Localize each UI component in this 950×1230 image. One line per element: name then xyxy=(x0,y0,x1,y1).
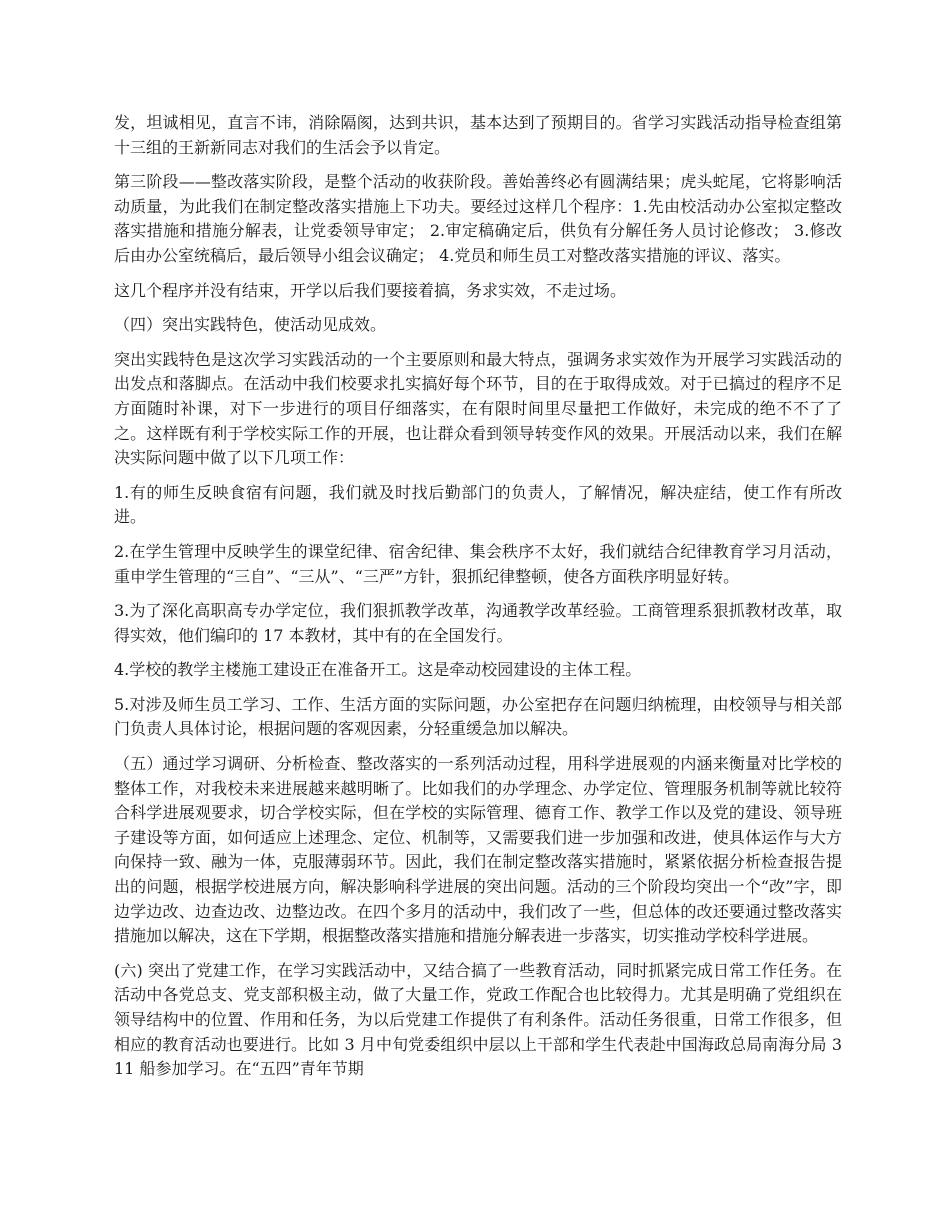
paragraph: （五）通过学习调研、分析检查、整改落实的一系列活动过程，用科学进展观的内涵来衡量对比学校的整体工作，对我校未来进展越来越明晰了。比如我们的办学理念、办学定位、管理服务机制等就比较符合科学进展观要求，切合学校实际，但在学校的实际管理、德育工作、教学工作以及党的建设、领导班子建设等方面，如何适应上述理念、定位、机制等，又需要我们进一步加强和改进，使具体运作与大方向保持一致、融为一体，克服薄弱环节。因此，我们在制定整改落实措施时，紧紧依据分析检查报告提出的问题，根据学校进展方向，解决影响科学进展的突出问题。活动的三个阶段均突出一个“改”字，即边学边改、边查边改、边整边改。在四个多月的活动中，我们改了一些，但总体的改还要通过整改落实措施加以解决，这在下学期，根据整改落实措施和措施分解表进一步落实，切实推动学校科学进展。 xyxy=(114,754,842,946)
list-item: 4.学校的教学主楼施工建设正在准备开工。这是牵动校园建设的主体工程。 xyxy=(114,660,642,680)
section-heading: （四）突出实践特色，使活动见成效。 xyxy=(114,315,387,335)
document-body xyxy=(114,111,842,1092)
list-item: 1.有的师生反映食宿有问题，我们就及时找后勤部门的负责人，了解情况，解决症结，使工作有所改进。 xyxy=(114,482,842,527)
paragraph: 突出实践特色是这次学习实践活动的一个主要原则和最大特点，强调务求实效作为开展学习实践活动的出发点和落脚点。在活动中我们校要求扎实搞好每个环节，目的在于取得成效。对于已搞过的程序不足方面随时补课，对下一步进行的项目仔细落实，在有限时间里尽量把工作做好，未完成的绝不不了了之。这样既有利于学校实际工作的开展，也让群众看到领导转变作风的效果。开展活动以来，我们在解决实际问题中做了以下几项工作： xyxy=(114,349,842,468)
list-item: 2.在学生管理中反映学生的课堂纪律、宿舍纪律、集会秩序不太好，我们就结合纪律教育学习月活动，重申学生管理的“三自”、“三从”、“三严”方针，狠抓纪律整顿，使各方面秩序明显好转。 xyxy=(114,541,842,586)
paragraph: (六) 突出了党建工作，在学习实践活动中，又结合搞了一些教育活动，同时抓紧完成日常工作任务。在活动中各党总支、党支部积极主动，做了大量工作，党政工作配合也比较得力。尤其是明确了党组织在领导结构中的位置、作用和任务，为以后党建工作提供了有利条件。活动任务很重，日常工作很多，但相应的教育活动也要进行。比如 3 月中旬党委组织中层以上干部和学生代表赴中国海政总局南海分局 311 船参加学习。在“五四”青年节期 xyxy=(114,960,842,1079)
list-item: 5.对涉及师生员工学习、工作、生活方面的实际问题，办公室把存在问题归纳梳理，由校领导与相关部门负责人具体讨论，根据问题的客观因素，分轻重缓急加以解决。 xyxy=(114,694,842,739)
paragraph: 这几个程序并没有结束，开学以后我们要接着搞，务求实效，不走过场。 xyxy=(114,280,627,300)
paragraph: 发，坦诚相见，直言不讳，消除隔阂，达到共识，基本达到了预期目的。省学习实践活动指导检查组第十三组的王新新同志对我们的生活会予以肯定。 xyxy=(114,113,842,157)
paragraph: 第三阶段——整改落实阶段，是整个活动的收获阶段。善始善终必有圆满结果；虎头蛇尾，它将影响活动质量，为此我们在制定整改落实措施上下功夫。要经过这样几个程序：1.先由校活动办公室拟定整改落实措施和措施分解表，让党委领导审定； 2.审定稿确定后，供负有分解任务人员讨论修改； 3.修改后由办公室统稿后，最后领导小组会议确定； 4.党员和师生员工对整改落实措施的评议、落实。 xyxy=(114,172,842,265)
list-item: 3.为了深化高职高专办学定位，我们狠抓教学改革，沟通教学改革经验。工商管理系狠抓教材改革，取得实效，他们编印的 17 本教材，其中有的在全国发行。 xyxy=(114,601,842,645)
